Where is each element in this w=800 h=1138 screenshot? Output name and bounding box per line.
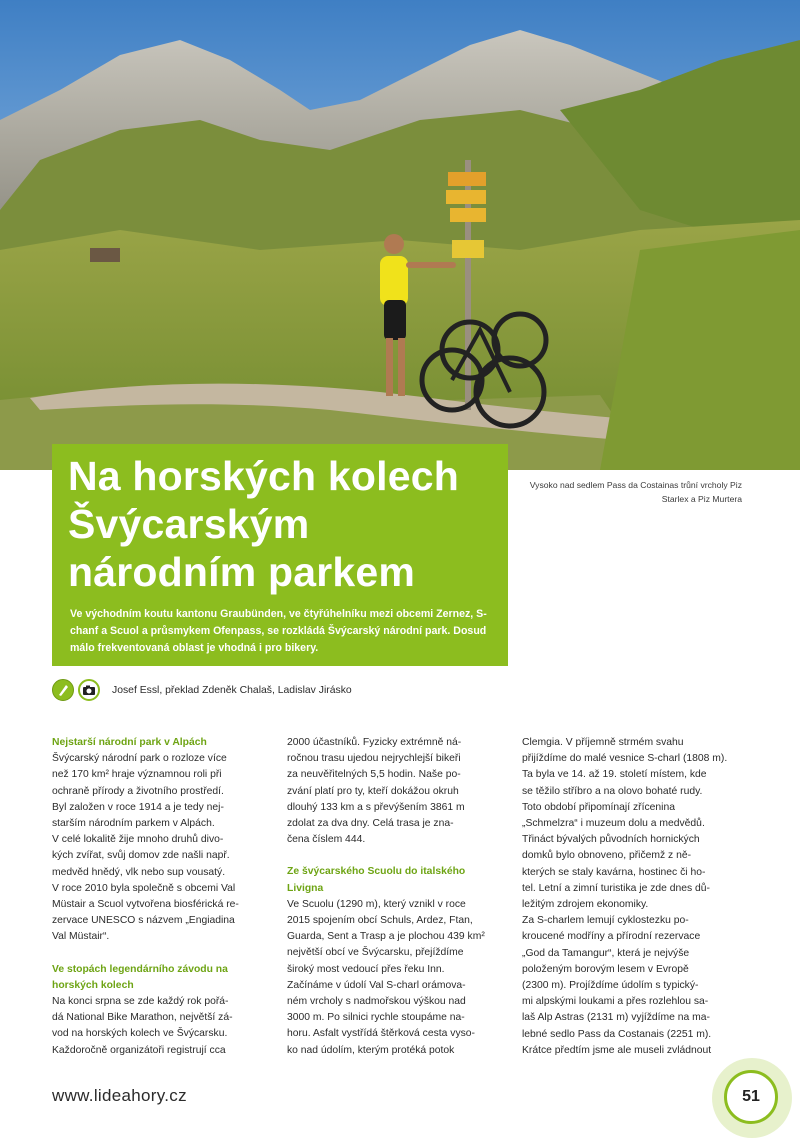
article-title: Na horských kolech Švýcarským národním parkem: [68, 453, 459, 595]
page-number: 51: [742, 1088, 760, 1105]
paragraph: Švýcarský národní park o rozloze více než 170 km² hraje významnou roli při ochraně přírody a životního prostředí. Byl založen v roce 1914 a je tedy nej- starším národním parkem v Alpách. V celé lokalitě žije mnoho druhů divo- kých zvířat, svůj domov zde našli např. medvěd hnědý, vlk nebo sup vousatý. V roce 2010 byla společně s obcemi Val Müstair a Scuol vytvořena biosférická re- zervace UNESCO s názvem „Engiadina Val Müstair“.: [52, 753, 239, 943]
footer-website-link[interactable]: www.lideahory.cz: [52, 1086, 187, 1105]
section-heading: Ve stopách legendárního závodu na horských kolech: [52, 963, 228, 991]
text-column-2: [287, 735, 509, 1059]
camera-icon: [78, 679, 100, 701]
pen-icon: [52, 679, 74, 701]
mountain-landscape-image: [0, 0, 800, 470]
author-credits: [52, 678, 352, 702]
page-number-badge: [724, 1070, 778, 1124]
title-panel: [52, 444, 508, 666]
article-lead: Ve východním koutu kantonu Graubünden, ve čtyřúhelníku mezi obcemi Zernez, S-chanf a Scuol a průsmykem Ofenpass, se rozkládá Švýcarský národní park. Dosud málo frekventovaná oblast je vhodná i pro bikery.: [70, 608, 487, 654]
paragraph: 2000 účastníků. Fyzicky extrémně ná- ročnou trasu ujedou nejrychlejší bikeři za neuvěřitelných 5,5 hodin. Naše po- zvání platí pro ty, kteří dokážou okruh dlouhý 133 km a s převýšením 3861 m zdolat za dva dny. Celá trasa je zna- čena číslem 444.: [287, 737, 465, 846]
paragraph: Ve Scuolu (1290 m), který vznikl v roce 2015 spojením obcí Schuls, Ardez, Ftan, Guarda, Sent a Trasp a je plochou 439 km² největší obcí ve Švýcarsku, přejíždíme široký most vedoucí přes řeku Inn. Začínáme v údolí Val S-charl orámova- ném vrcholy s nadmořskou výškou nad 3000 m. Po silnici rychle stoupáme na- horu. Asfalt vystřídá štěrková cesta vyso- ko nad údolím, kterým protéká potok: [287, 898, 485, 1056]
section-heading: Nejstarší národní park v Alpách: [52, 737, 207, 748]
text-column-1: [52, 735, 274, 1059]
photo-caption: Vysoko nad sedlem Pass da Costainas trůní vrcholy Piz Starlex a Piz Murtera: [529, 480, 742, 504]
author-names: Josef Essl, překlad Zdeněk Chalaš, Ladislav Jirásko: [112, 684, 352, 696]
paragraph: Clemgia. V příjemně strmém svahu přijíždíme do malé vesnice S-charl (1808 m). Ta byla ve 14. až 19. století místem, kde se těžilo stříbro a na olovo bohaté rudy. Toto období připomínají zřícenina „Schmelzra“ i muzeum dolu a medvědů. Třináct bývalých původních hornických domků bylo obnoveno, přičemž z ně- kterých se staly kavárna, hostinec či ho- tel. Letní a zimní turistika je zde dnes dů- ležitým zdrojem ekonomiky. Za S-charlem lemují cyklostezku po- kroucené modříny a přírodní rezervace „God da Tamangur“, která je nejvýše položeným borovým lesem v Evropě (2300 m). Projíždíme údolím s typický- mi alpskými loukami a přes rozlehlou sa- laš Alp Astras (2131 m) vyjíždíme na ma- lebné sedlo Pass da Costanais (2251 m). Krátce předtím jsme ale museli zvládnout: [522, 737, 728, 1056]
paragraph: Na konci srpna se zde každý rok pořá- dá National Bike Marathon, největší zá- vod na horských kolech ve Švýcarsku. Každoročně organizátoři registrují cca: [52, 996, 233, 1056]
text-column-3: [522, 735, 744, 1059]
section-heading: Ze švýcarského Scuolu do italského Livigna: [287, 866, 466, 894]
hero-photo: [0, 0, 800, 470]
